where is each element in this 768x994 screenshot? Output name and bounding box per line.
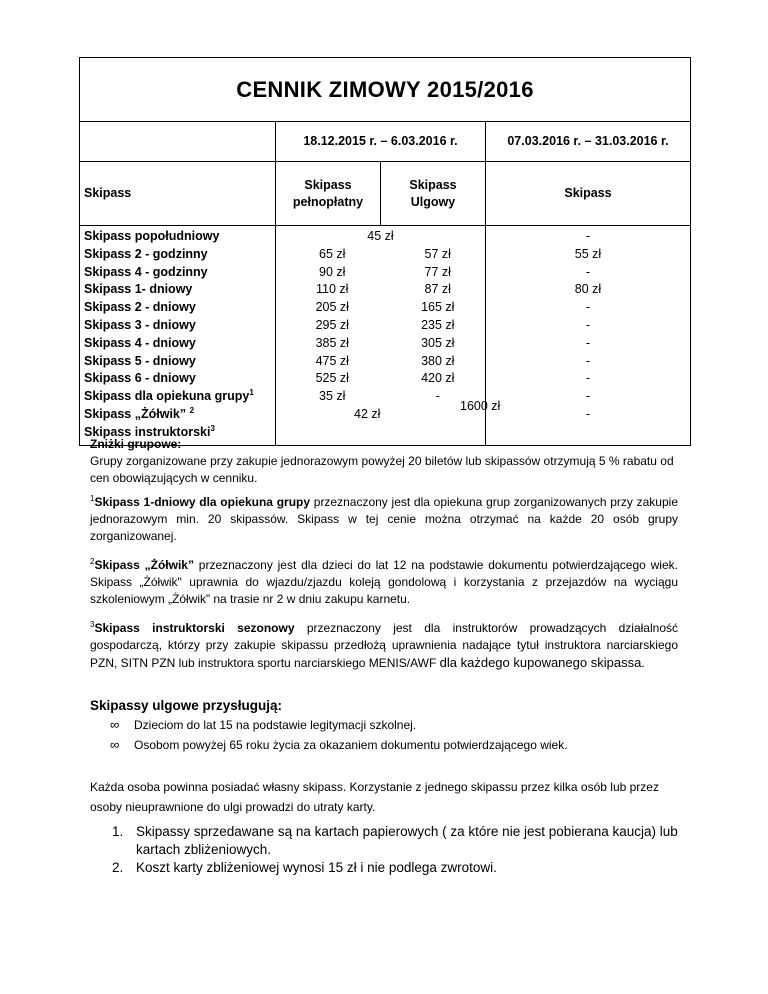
price-reduced-7: 380 zł (421, 353, 455, 368)
footnote-3: $^3$Skipass instruktorski sezonowy przeznaczony jest dla instruktorów prowadzących działalność gospodarczą, którzy przy zakupie skipassu przedłożą uprawnienia nadające tytuł instruktora narciarskiego PZN, SITN PZN lub instruktora sportu narciarskiego MENIS/AWF dla każdego kupowanego skipassa. (90, 620, 678, 670)
price-full-1: 65 zł (319, 246, 346, 261)
price-full-0: 45 zł (367, 229, 394, 243)
card-notice: Każda osoba powinna posiadać własny skipass. Korzystanie z jednego skipassu przez kilka osób lub przez osoby nieuprawnione do ulgi prowadzi do utraty karty. (90, 780, 659, 814)
price-instructor: 1600 zł (460, 399, 501, 413)
infinity-bullet-icon: ∞ (110, 717, 120, 732)
price-reduced-4: 165 zł (421, 300, 455, 315)
group-discount-text: Grupy zorganizowane przy zakupie jednorazowym powyżej 20 biletów lub skipassów otrzymują 5 % rabatu od cen obowiązujących w cenniku. (90, 454, 674, 485)
price-full-4: 205 zł (315, 300, 349, 315)
price-second-2: - (585, 264, 591, 279)
price-second-7: - (585, 353, 591, 368)
price-full-6: 385 zł (315, 335, 349, 350)
price-second-9: - (585, 389, 591, 404)
period-second: 07.03.2016 r. – 31.03.2016 r. (486, 122, 691, 162)
price-reduced-2: 77 zł (424, 264, 451, 279)
page-title: CENNIK ZIMOWY 2015/2016 (80, 58, 691, 122)
row-name-10: Skipass „Żółwik” $^2$ (84, 405, 195, 421)
row-name-11: Skipass instruktorski$^3$ (84, 423, 215, 439)
prices-first-period-cell (276, 226, 486, 446)
row-name-1: Skipass 2 - godzinny (84, 246, 208, 261)
header-full: Skipass pełnopłatny (276, 162, 381, 226)
prices-second-period-cell (486, 226, 691, 446)
footnote-1: $^1$Skipass 1-dniowy dla opiekuna grupy przeznaczony jest dla opiekuna grup zorganizowanych przy zakupie jednorazowym min. 20 skipassów. Skipass w tej cenie można otrzymać na każde 20 osób grupy zorganizowanej. (90, 494, 678, 543)
price-full-5: 295 zł (315, 317, 349, 332)
header-reduced: Skipass Ulgowy (381, 162, 486, 226)
price-second-1: 55 zł (574, 246, 602, 261)
price-reduced-5: 235 zł (421, 317, 455, 332)
numbered-item-1: 1. Skipassy sprzedawane są na kartach papierowych ( za które nie jest pobierana kaucja) lub kartach zbliżeniowych. (112, 824, 678, 857)
header-second: Skipass (486, 162, 691, 226)
row-name-2: Skipass 4 - godzinny (84, 264, 208, 279)
row-name-0: Skipass popołudniowy (84, 229, 220, 243)
row-name-6: Skipass 4 - dniowy (84, 335, 196, 350)
price-second-0: - (585, 229, 591, 243)
price-reduced-1: 57 zł (424, 246, 451, 261)
price-full-2: 90 zł (319, 264, 346, 279)
reduced-heading: Skipassy ulgowe przysługują: (90, 698, 283, 713)
period-spacer (80, 122, 276, 162)
price-second-5: - (585, 317, 591, 332)
row-name-4: Skipass 2 - dniowy (84, 300, 196, 315)
price-full-7: 475 zł (315, 353, 349, 368)
numbered-item-2: 2. Koszt karty zbliżeniowej wynosi 15 zł i nie podlega zwrotowi. (112, 860, 497, 875)
skipass-names-cell (80, 226, 276, 446)
price-full-3: 110 zł (316, 282, 349, 297)
reduced-section (90, 697, 678, 755)
price-second-8: - (585, 371, 591, 386)
price-full-8: 525 zł (315, 371, 349, 386)
price-second-6: - (585, 335, 591, 350)
price-full-9: 35 zł (319, 389, 346, 404)
row-name-3: Skipass 1- dniowy (84, 282, 193, 297)
price-table (79, 57, 691, 446)
period-first: 18.12.2015 r. – 6.03.2016 r. (276, 122, 486, 162)
header-name: Skipass (80, 162, 276, 226)
reduced-item-0: ∞ Dzieciom do lat 15 na podstawie legitymacji szkolnej. (110, 715, 678, 735)
price-reduced-6: 305 zł (421, 335, 455, 350)
price-second-10: - (585, 406, 591, 421)
infinity-bullet-icon: ∞ (110, 737, 120, 752)
row-name-9: Skipass dla opiekuna grupy$^1$ (84, 388, 254, 404)
price-reduced-8: 420 zł (421, 371, 455, 386)
footnote-2: $^2$Skipass „Żółwik” przeznaczony jest dla dzieci do lat 12 na podstawie dokumentu potwierdzającego wiek. Skipass „Żółwik" uprawnia do wjazdu/zjazdu koleją gondolową i korzystania z przejazdów na wyciągu szkoleniowym „Żółwik” na trasie nr 2 w dniu zakupu karnetu. (90, 557, 678, 606)
price-second-3: 80 zł (574, 282, 602, 297)
group-discount-heading: Zniżki grupowe: (90, 437, 182, 451)
row-name-8: Skipass 6 - dniowy (84, 371, 196, 386)
numbered-list (90, 823, 678, 877)
price-second-4: - (585, 300, 591, 315)
price-reduced-9: - (435, 389, 440, 404)
row-name-5: Skipass 3 - dniowy (84, 317, 196, 332)
reduced-item-1: ∞ Osobom powyżej 65 roku życia za okazaniem dokumentu potwierdzającego wiek. (110, 735, 678, 755)
group-discount-section (90, 436, 678, 487)
row-name-7: Skipass 5 - dniowy (84, 353, 196, 368)
price-full-10: 42 zł (354, 406, 381, 421)
price-reduced-3: 87 zł (424, 282, 451, 297)
